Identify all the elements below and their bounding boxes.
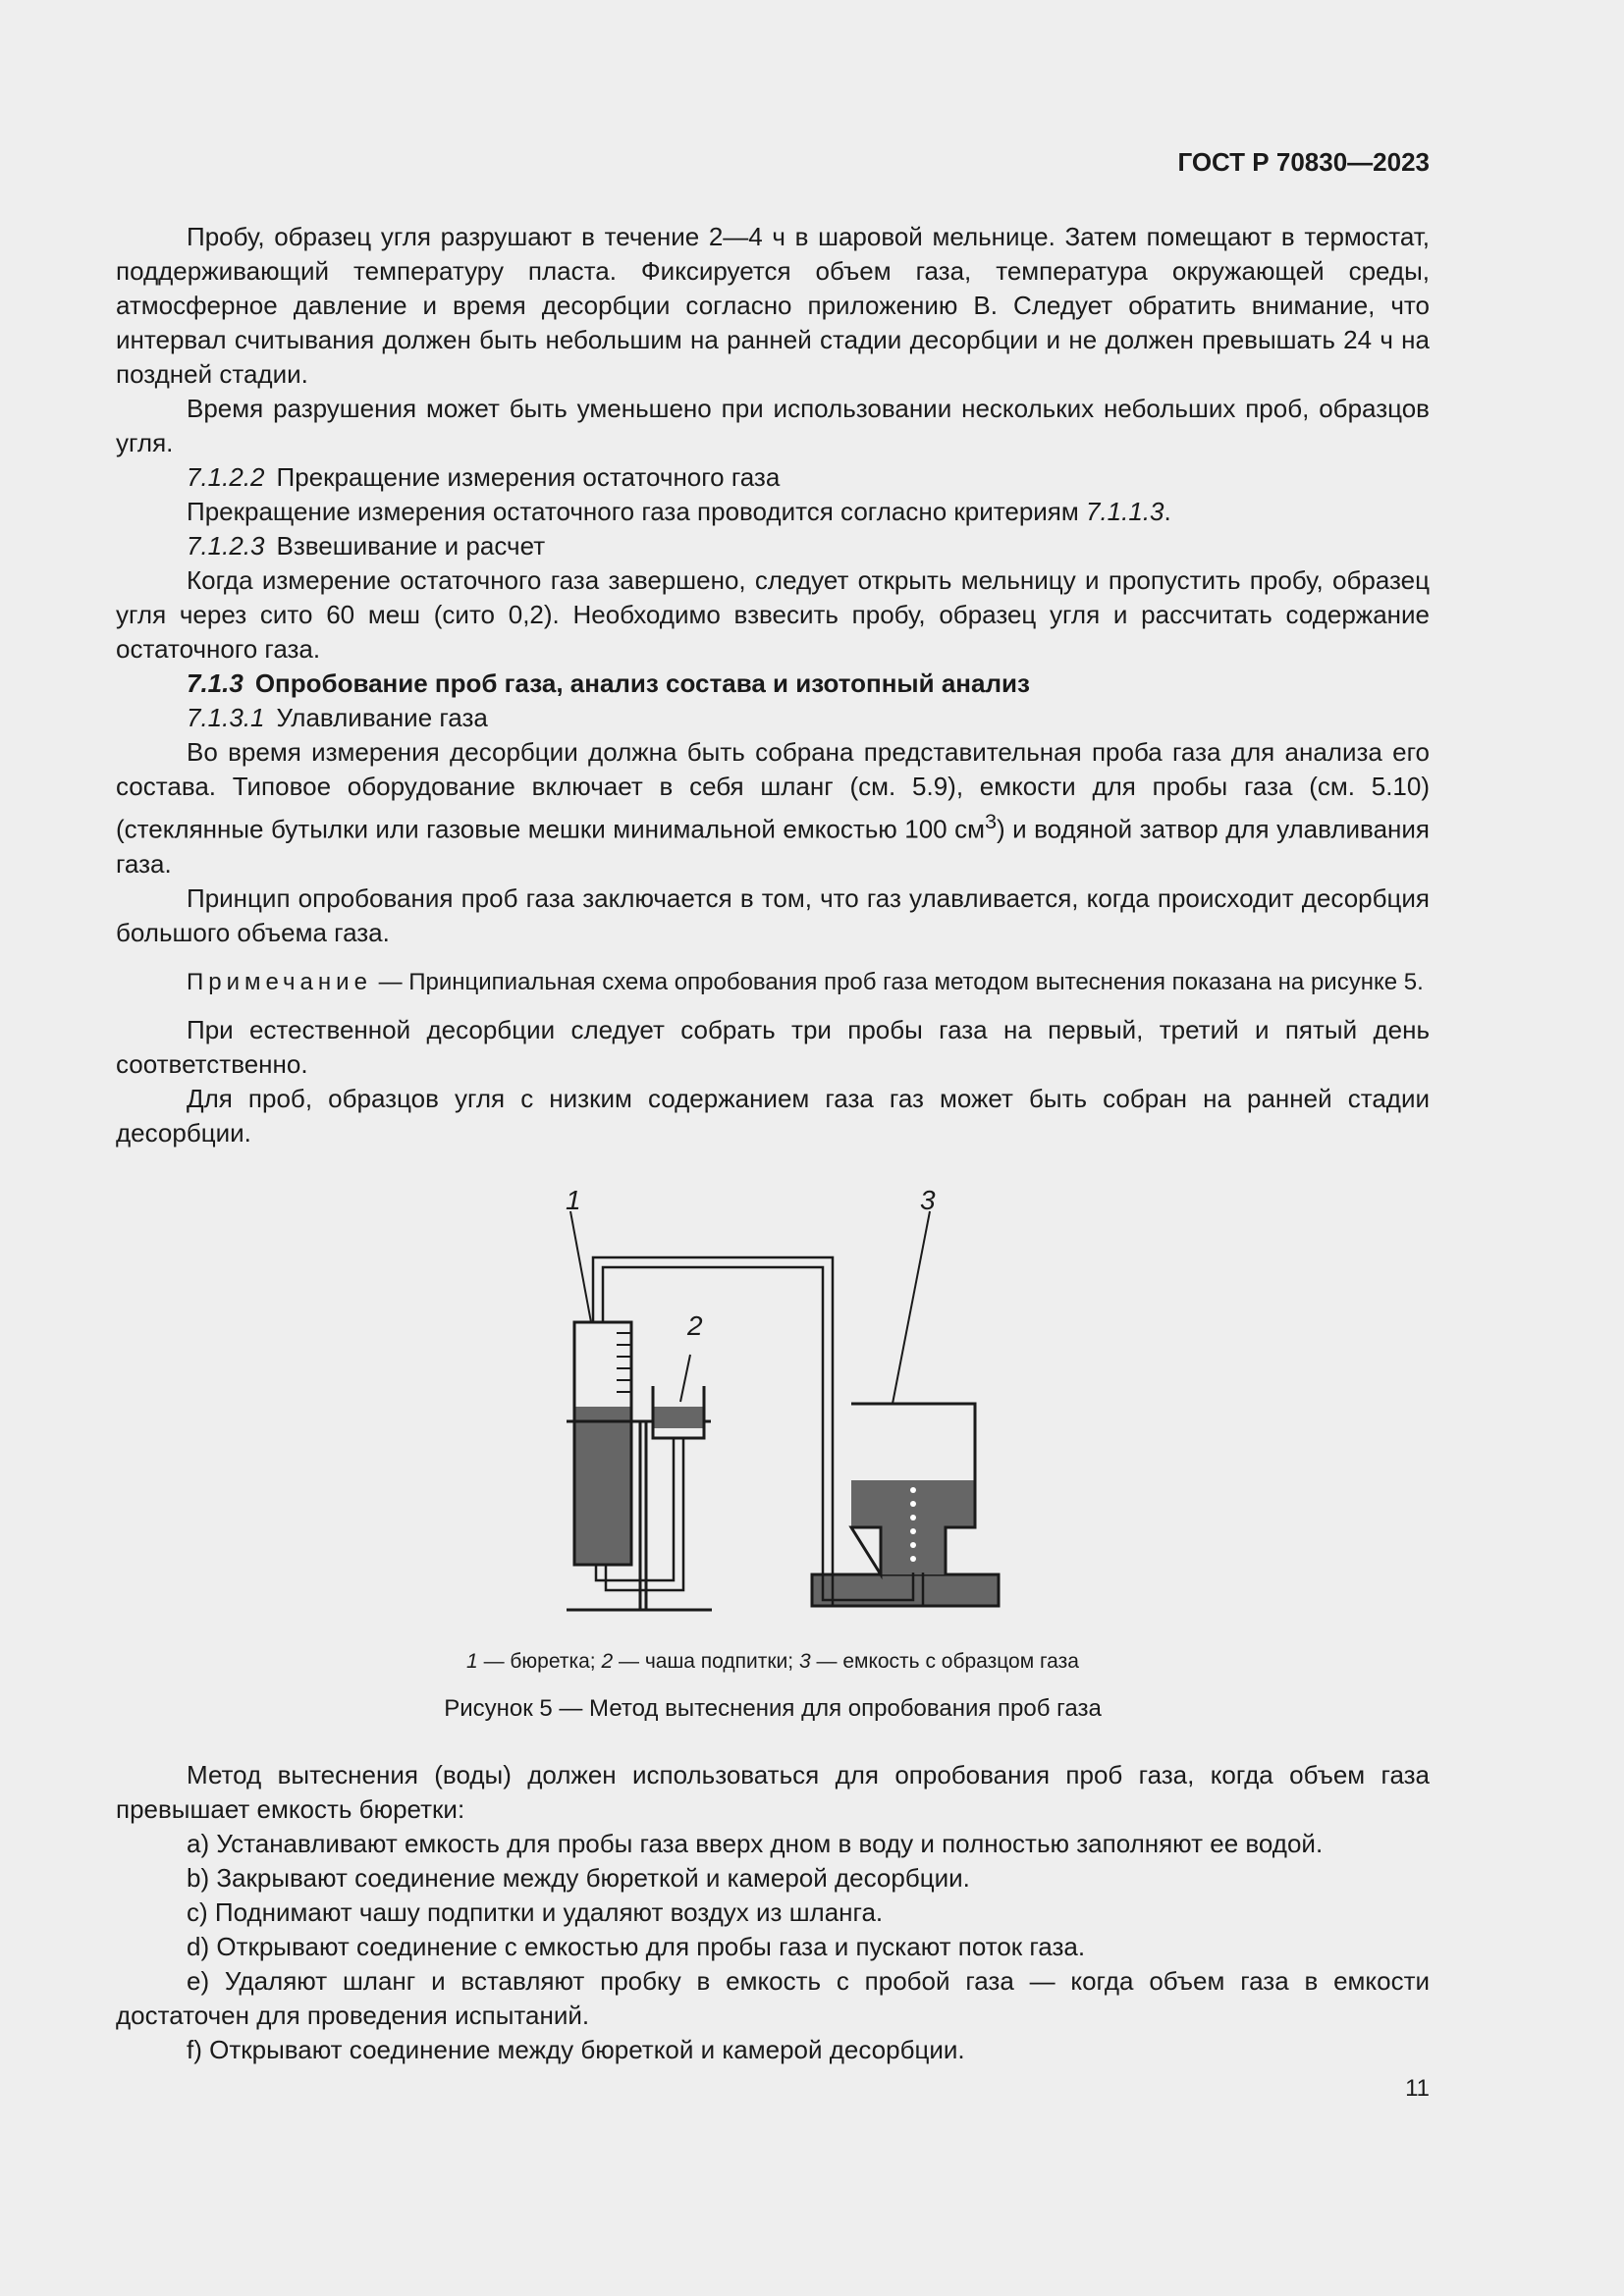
section-number: 7.1.3.1 — [187, 703, 265, 732]
body-text-top — [116, 220, 1430, 1150]
paragraph-text: Во время измерения десорбции должна быть собрана представительная проба газа для анализа его состава. Типовое оборудование включает в себя шланг (см. 5.9), емкости для пробы газа (см. 5.10) (стеклянные бутылки или газовые мешки минимальной емкостью 100 см — [116, 737, 1430, 844]
subsection-heading-7-1-2-3 — [116, 529, 1430, 563]
burette — [574, 1322, 631, 1565]
section-number: 7.1.3 — [187, 668, 244, 698]
paragraph: Принцип опробования проб газа заключается в том, что газ улавливается, когда происходит десорбция большого объема газа. — [116, 882, 1430, 947]
paragraph: Когда измерение остаточного газа завершено, следует открыть мельницу и пропустить пробу, образец угля через сито 60 меш (сито 0,2). Необходимо взвесить пробу, образец угля и рассчитать содержание остаточного газа. — [116, 565, 1430, 664]
legend-text: — бюретка; — [477, 1650, 602, 1673]
section-title: Прекращение измерения остаточного газа — [276, 462, 781, 492]
leader-lines — [570, 1211, 930, 1404]
paragraph-text: Прекращение измерения остаточного газа проводится согласно критериям — [187, 497, 1079, 526]
note-label: Примечание — [187, 968, 372, 995]
list-item: e) Удаляют шланг и вставляют пробку в емкость с пробой газа — когда объем газа в емкости достаточен для проведения испытаний. — [116, 1966, 1430, 2030]
section-title: Взвешивание и расчет — [276, 531, 546, 561]
subsection-heading-7-1-2-2 — [116, 460, 1430, 495]
legend-text: — емкость с образцом газа — [810, 1650, 1079, 1673]
section-title: Улавливание газа — [276, 703, 488, 732]
list-item: c) Поднимают чашу подпитки и удаляют воздух из шланга. — [187, 1897, 884, 1927]
paragraph: Метод вытеснения (воды) должен использоваться для опробования проб газа, когда объем газа превышает емкость бюретки: — [116, 1760, 1430, 1824]
paragraph: При естественной десорбции следует собрать три пробы газа на первый, третий и пятый день соответственно. — [116, 1014, 1430, 1079]
section-heading-7-1-3 — [116, 667, 1430, 701]
page-number: 11 — [1405, 2075, 1430, 2102]
list-item: f) Открывают соединение между бюреткой и камерой десорбции. — [187, 2035, 965, 2064]
paragraph-end: . — [1164, 497, 1171, 526]
paragraph — [116, 495, 1430, 529]
legend-text: — чаша подпитки; — [613, 1650, 799, 1673]
note-text: — Принципиальная схема опробования проб газа методом вытеснения показана на рисунке 5. — [371, 968, 1424, 995]
figure-caption: Рисунок 5 — Метод вытеснения для опробования проб газа — [444, 1695, 1102, 1722]
paragraph — [116, 735, 1430, 881]
legend-number: 2 — [601, 1650, 614, 1673]
paragraph-text-end: ) и водяной затвор для улавливания газа. — [116, 814, 1430, 879]
note — [116, 966, 1430, 999]
cross-reference: 7.1.1.3 — [1086, 497, 1164, 526]
connecting-hose — [593, 1257, 923, 1606]
legend-number: 3 — [798, 1650, 811, 1673]
list-item: a) Устанавливают емкость для пробы газа вверх дном в воду и полностью заполняют ее водой. — [187, 1829, 1324, 1858]
legend-number: 1 — [466, 1650, 478, 1673]
figure-legend — [116, 1650, 1430, 1674]
figure-5-diagram — [0, 1168, 1624, 1639]
paragraph: Время разрушения может быть уменьшено при использовании нескольких небольших проб, образцов угля. — [116, 394, 1430, 457]
displacement-schematic — [0, 1168, 1624, 1639]
subsection-heading-7-1-3-1 — [116, 701, 1430, 735]
section-number: 7.1.2.3 — [187, 531, 265, 561]
standard-code: ГОСТ Р 70830—2023 — [1177, 147, 1430, 177]
list-item: d) Открывают соединение с емкостью для пробы газа и пускают поток газа. — [187, 1932, 1086, 1961]
label-cup: 2 — [687, 1310, 703, 1341]
superscript: 3 — [984, 809, 998, 833]
section-number: 7.1.2.2 — [187, 462, 265, 492]
list-item: b) Закрывают соединение между бюреткой и камерой десорбции. — [187, 1863, 970, 1893]
body-text-bottom — [116, 1758, 1430, 2067]
paragraph: Пробу, образец угля разрушают в течение 2—4 ч в шаровой мельнице. Затем помещают в термостат, поддерживающий температуру пласта. Фиксируется объем газа, температура окружающей среды, атмосферное давление и время десорбции согласно приложению В. Следует обратить внимание, что интервал считывания должен быть небольшим на ранней стадии десорбции и не должен превышать 24 ч на поздней стадии. — [116, 222, 1430, 389]
section-title: Опробование проб газа, анализ состава и изотопный анализ — [254, 668, 1030, 698]
paragraph: Для проб, образцов угля с низким содержанием газа газ может быть собран на ранней стадии десорбции. — [116, 1083, 1430, 1148]
label-container: 3 — [920, 1185, 936, 1215]
gas-sample-container — [851, 1404, 975, 1575]
label-burette: 1 — [566, 1185, 581, 1215]
